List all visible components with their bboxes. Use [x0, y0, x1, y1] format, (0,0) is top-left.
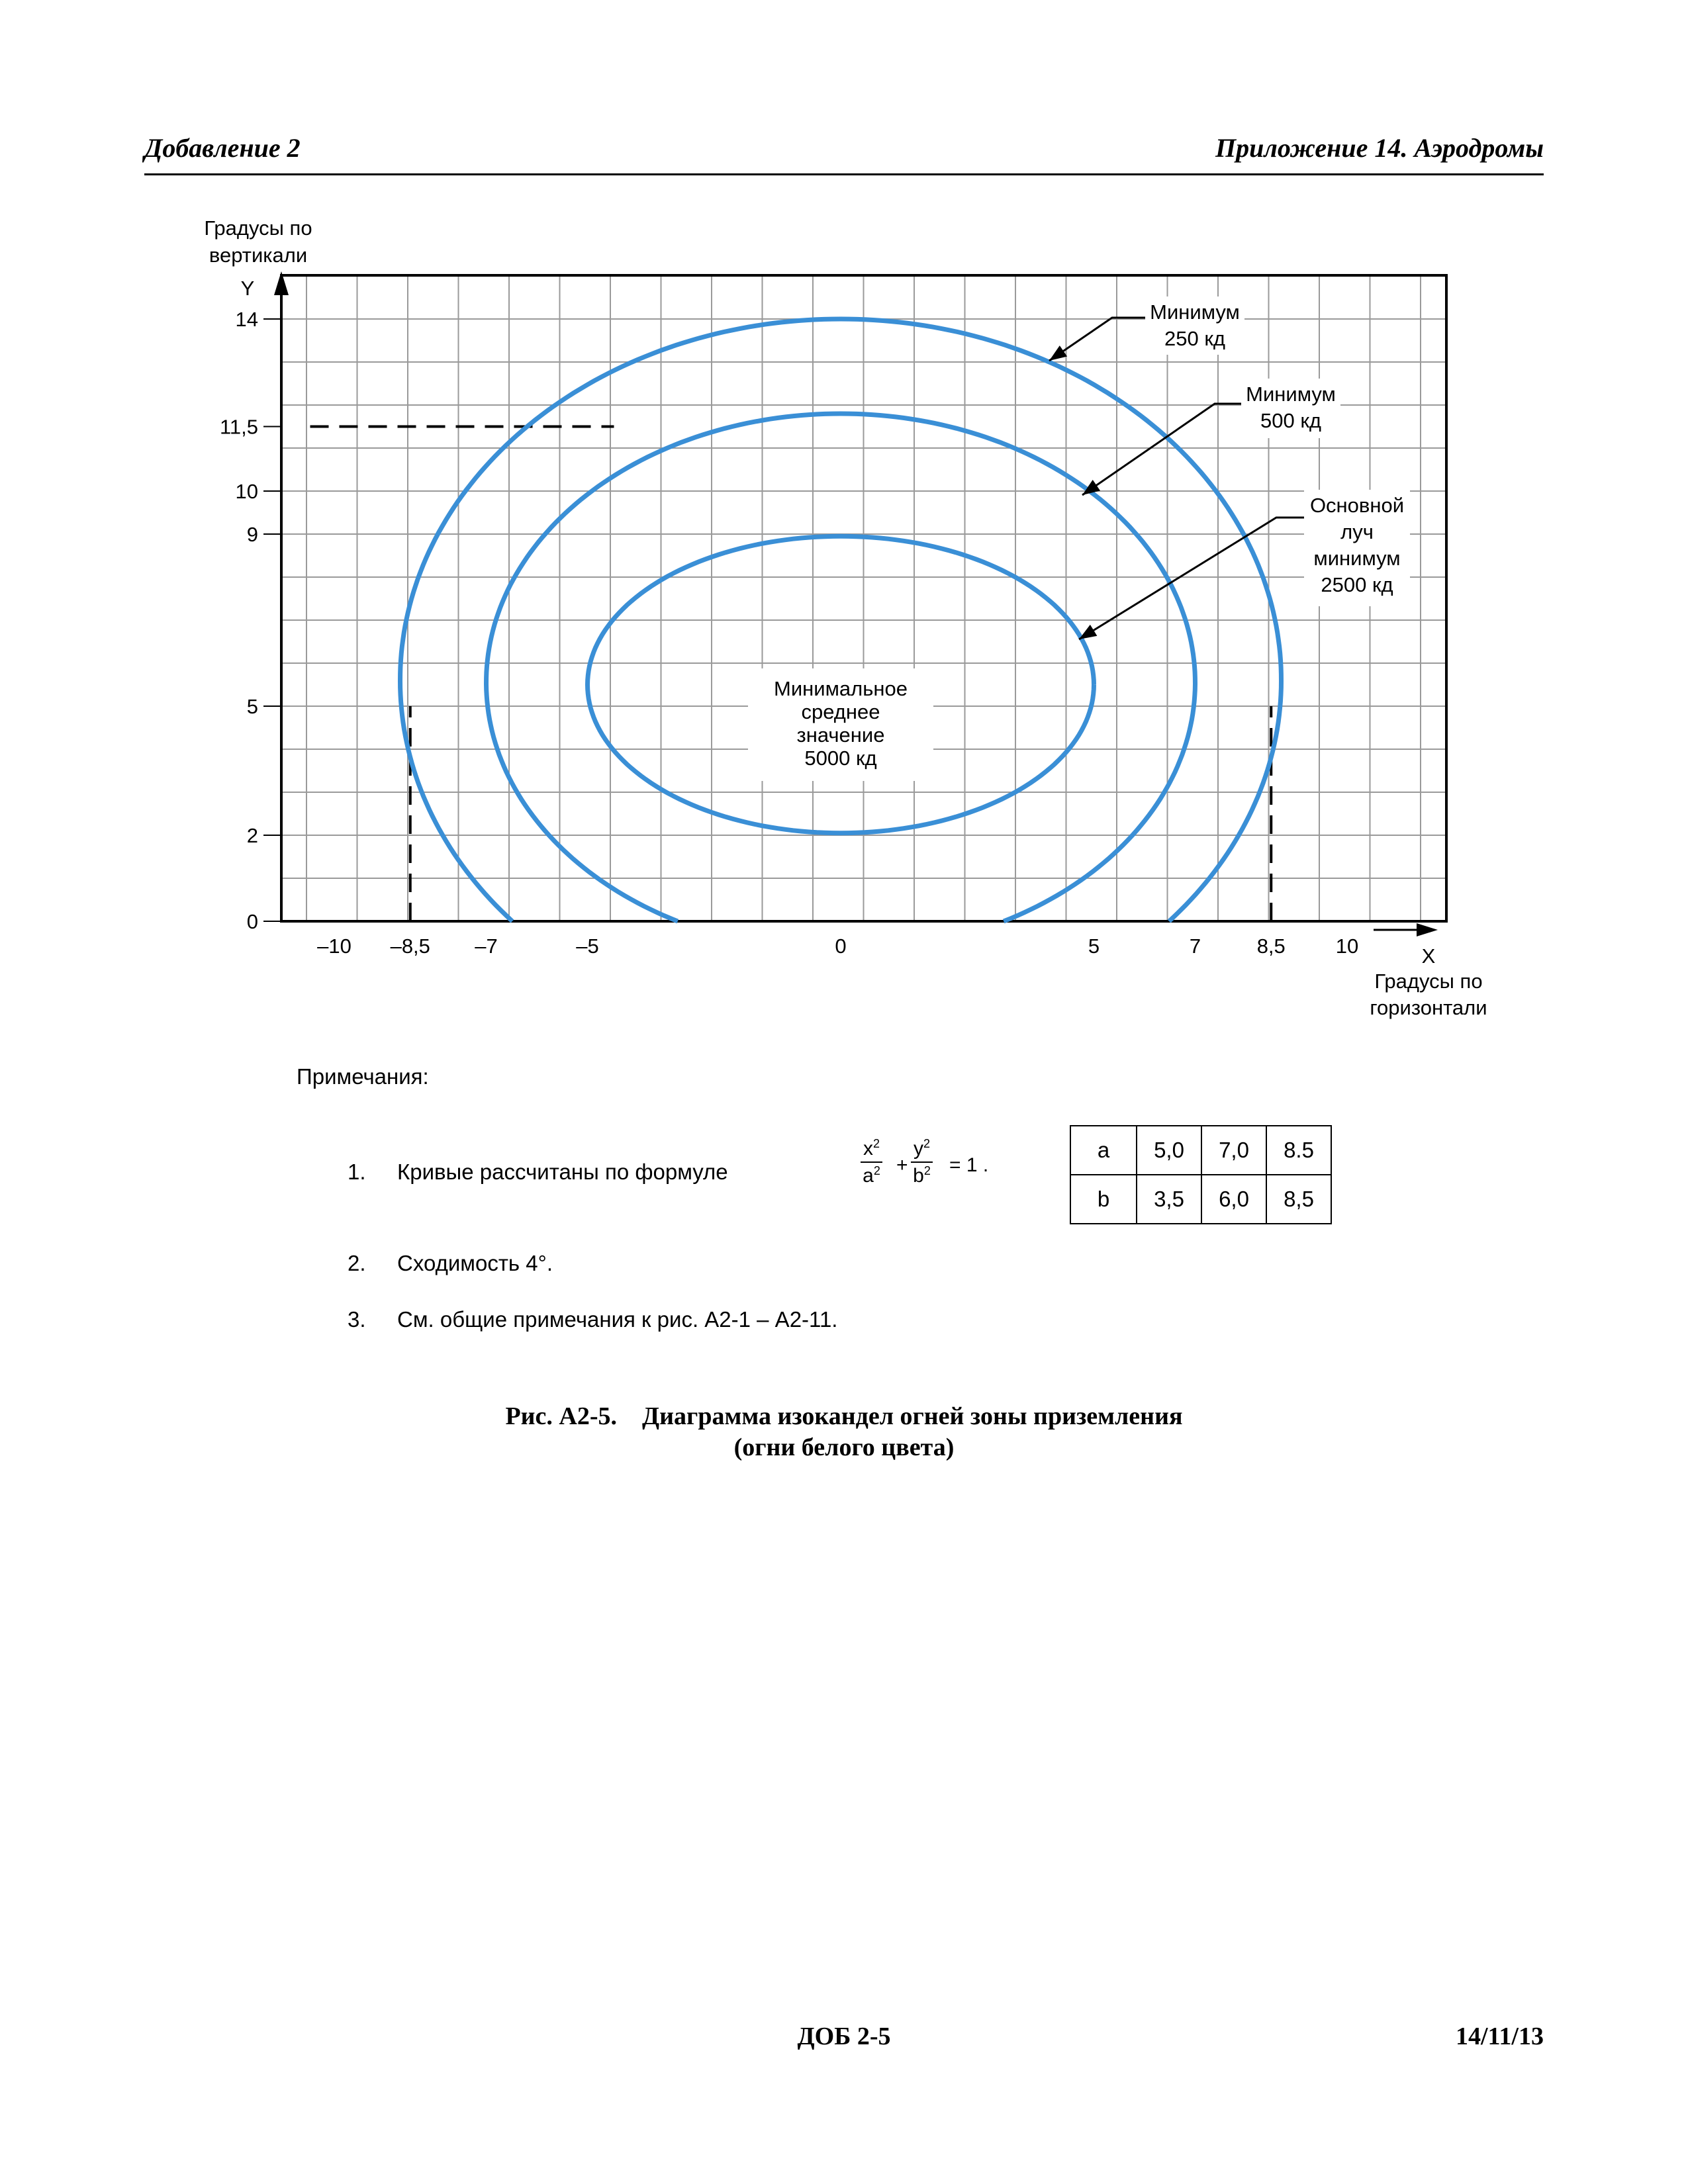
- x-tick-label: –10: [317, 934, 352, 958]
- table-cell: b: [1070, 1175, 1137, 1224]
- callout-2500-arrow-head: [1079, 625, 1097, 639]
- label-2500-line3: минимум: [1313, 547, 1401, 570]
- note-3-text: См. общие примечания к рис. А2-1 – А2-11.: [397, 1307, 838, 1332]
- formula-a: a: [863, 1165, 874, 1187]
- formula-b-exp: 2: [923, 1164, 931, 1177]
- y-axis-title-line1: Градусы по: [204, 216, 312, 240]
- y-tick-label: 10: [235, 480, 258, 503]
- x-tick-label: –7: [475, 934, 498, 958]
- label-250-line2: 250 кд: [1164, 327, 1225, 350]
- label-500-line2: 500 кд: [1260, 409, 1321, 432]
- footer-date: 14/11/13: [1455, 2023, 1544, 2050]
- x-tick-label: 5: [1088, 934, 1100, 958]
- notes-title: Примечания:: [297, 1064, 429, 1089]
- y-tick-label: 11,5: [219, 415, 258, 439]
- label-2500-line1: Основной: [1309, 494, 1405, 517]
- table-cell: 3,5: [1137, 1175, 1201, 1224]
- y-tick-label: 0: [246, 910, 258, 933]
- ellipse-formula: [861, 1137, 1013, 1203]
- table-cell: 7,0: [1201, 1126, 1266, 1175]
- formula-x-exp: 2: [873, 1137, 880, 1150]
- footer-page-number: ДОБ 2-5: [797, 2023, 891, 2050]
- x-axis-letter: X: [1421, 944, 1436, 968]
- formula-y: y: [914, 1138, 923, 1160]
- x-tick-label: 0: [835, 934, 847, 958]
- note-3-number: 3.: [348, 1307, 366, 1332]
- x-axis-arrowhead: [1417, 923, 1438, 936]
- y-axis-title-line2: вертикали: [209, 244, 308, 267]
- table-cell: 8.5: [1266, 1126, 1331, 1175]
- label-2500-line2: луч: [1340, 520, 1374, 543]
- y-tick-label: 5: [246, 695, 258, 718]
- x-axis-title-line2: горизонтали: [1370, 996, 1487, 1019]
- table-row-a: [1070, 1126, 1331, 1175]
- table-cell: 8,5: [1266, 1175, 1331, 1224]
- formula-equals-one: = 1 .: [949, 1154, 989, 1176]
- y-tick-label: 2: [246, 824, 258, 847]
- label-2500-line4: 2500 кд: [1321, 573, 1393, 596]
- figure-caption-line2: (огни белого цвета): [733, 1433, 955, 1461]
- formula-y-fraction: [911, 1137, 933, 1187]
- x-tick-label: 8,5: [1256, 934, 1286, 958]
- formula-plus: +: [896, 1154, 908, 1176]
- y-axis-letter: Y: [240, 277, 255, 300]
- note-2-number: 2.: [348, 1251, 366, 1275]
- formula-y-exp: 2: [923, 1137, 931, 1150]
- x-tick-label: –8,5: [390, 934, 430, 958]
- x-tick-label: 10: [1335, 934, 1359, 958]
- formula-a-exp: 2: [873, 1164, 880, 1177]
- table-cell: 6,0: [1201, 1175, 1266, 1224]
- callout-250-arrow-head: [1049, 345, 1067, 361]
- label-500-line1: Минимум: [1246, 383, 1336, 406]
- label-250-line1: Минимум: [1150, 300, 1240, 324]
- x-axis-title-line1: Градусы по: [1374, 970, 1483, 993]
- y-tick-label: 14: [235, 308, 258, 331]
- x-tick-label: –5: [576, 934, 599, 958]
- figure-caption-line1: Рис. А2-5. Диаграмма изокандел огней зоны приземления: [505, 1402, 1183, 1430]
- table-cell: a: [1070, 1126, 1137, 1175]
- header-right: Приложение 14. Аэродромы: [1215, 133, 1544, 163]
- formula-b: b: [913, 1165, 924, 1187]
- table-cell: 5,0: [1137, 1126, 1201, 1175]
- note-1-text: Кривые рассчитаны по формуле: [397, 1160, 728, 1184]
- header-left: Добавление 2: [144, 133, 301, 163]
- table-row-b: [1070, 1175, 1331, 1224]
- ellipse-parameters-table: [1070, 1125, 1332, 1224]
- note-2-text: Сходимость 4°.: [397, 1251, 553, 1275]
- callout-500-arrow-line: [1082, 404, 1244, 495]
- note-1-number: 1.: [348, 1160, 366, 1184]
- formula-x: x: [863, 1138, 873, 1160]
- formula-x-fraction: [861, 1137, 882, 1187]
- center-label-line2: среднее: [801, 700, 880, 723]
- x-tick-label: 7: [1189, 934, 1201, 958]
- center-label-line4: 5000 кд: [804, 747, 877, 770]
- y-tick-label: 9: [246, 523, 258, 546]
- center-label-line3: значение: [796, 723, 885, 747]
- isocandela-chart: [0, 0, 1688, 1032]
- center-label-line1: Минимальное: [774, 677, 908, 700]
